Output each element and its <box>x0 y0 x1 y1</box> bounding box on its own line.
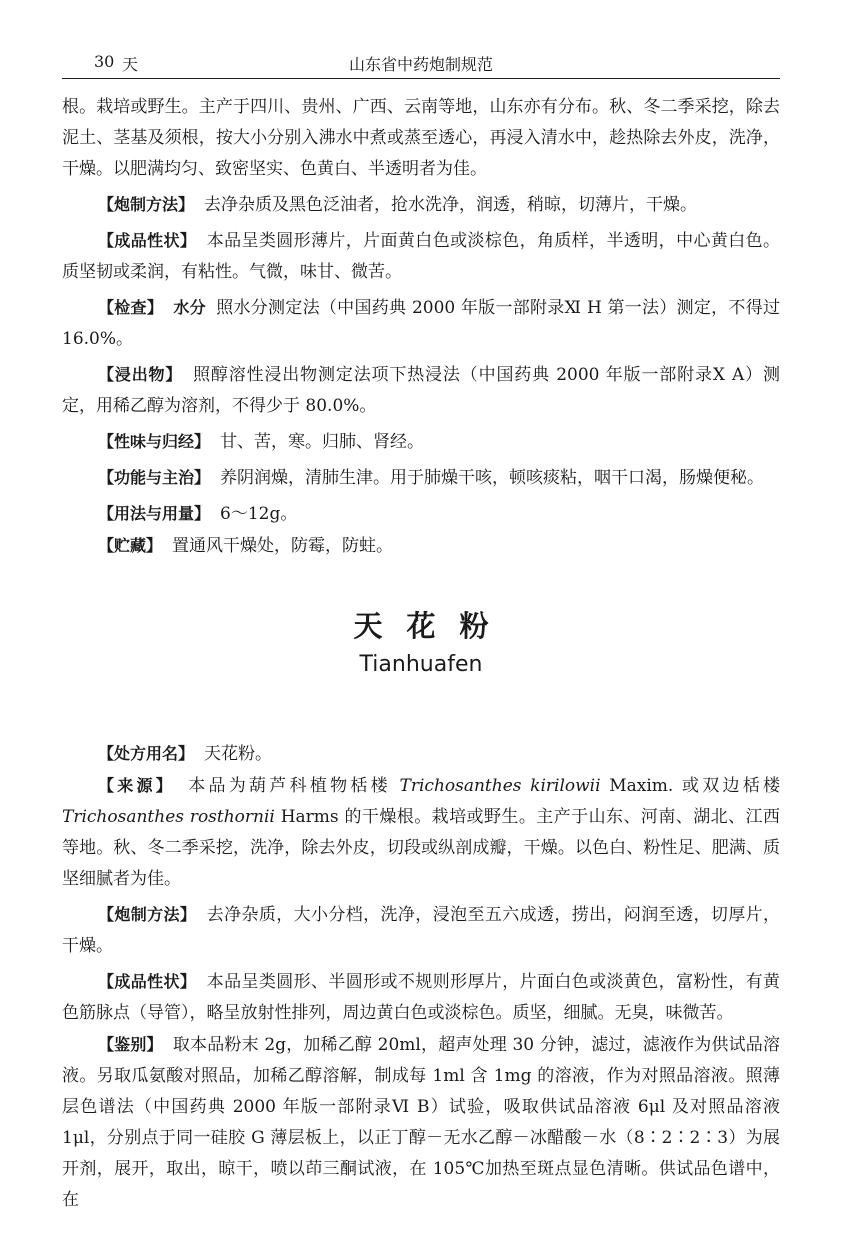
character-label-2: 【成品性状】 <box>98 972 197 991</box>
usage-label: 【用法与用量】 <box>98 504 211 523</box>
identification-paragraph <box>62 1029 780 1216</box>
inspection-paragraph <box>62 292 780 355</box>
extract-text: 照醇溶性浸出物测定法项下热浸法（中国药典 2000 年版一部附录Ⅹ A）测定，用稀乙醇为溶剂，不得少于 80.0%。 <box>62 365 780 416</box>
nature-text: 甘、苦，寒。归肺、肾经。 <box>220 432 425 452</box>
extract-paragraph <box>62 359 780 422</box>
processing-paragraph-2 <box>62 899 780 962</box>
identification-text: 取本品粉末 2g，加稀乙醇 20ml，超声处理 30 分钟，滤过，滤液作为供试品溶液。另取瓜氨酸对照品，加稀乙醇溶解，制成每 1ml 含 1mg 的溶液，作为对照品溶液。照薄层色谱法（中国药典 2000 年版一部附录Ⅵ B）试验，吸取供试品溶液 6μl 及对照品溶液 1μl，分别点于同一硅胶 G 薄层板上，以正丁醇－无水乙醇－冰醋酸－水（8∶2∶2∶3）为展开剂，展开，取出，晾干，喷以茚三酮试液，在 105℃加热至斑点显色清晰。供试品色谱中，在 <box>62 1035 780 1210</box>
storage-text: 置通风干燥处，防霉，防蛀。 <box>172 536 394 556</box>
entry-title-block <box>62 604 780 682</box>
function-text: 养阴润燥，清肺生津。用于肺燥干咳，顿咳痰粘，咽干口渴，肠燥便秘。 <box>220 468 765 488</box>
page-number: 30 <box>94 52 115 71</box>
latin-name-1: Trichosanthes kirilowii <box>399 776 601 796</box>
moisture-label: 水分 <box>173 298 206 317</box>
processing-text: 去净杂质及黑色泛油者，抢水洗净，润透，稍晾，切薄片，干燥。 <box>204 195 698 215</box>
processing-label: 【炮制方法】 <box>98 195 195 214</box>
source-text-2: Maxim. 或双边栝楼 <box>600 776 780 796</box>
source-paragraph <box>62 770 780 895</box>
section-character: 天 <box>122 55 139 74</box>
processing-paragraph <box>62 189 780 221</box>
identification-label: 【鉴别】 <box>98 1035 163 1054</box>
entry-pinyin: Tianhuafen <box>359 652 483 677</box>
latin-name-2: Trichosanthes rosthornii <box>62 807 275 827</box>
previous-entry <box>62 92 780 562</box>
storage-paragraph <box>62 530 780 562</box>
prescription-paragraph <box>62 738 780 770</box>
source-label: 【来源】 <box>98 776 176 795</box>
character-text-2: 本品呈类圆形、半圆形或不规则形厚片，片面白色或淡黄色，富粉性，有黄色筋脉点（导管），略呈放射性排列，周边黄白色或淡棕色。质坚，细腻。无臭，味微苦。 <box>62 972 780 1023</box>
function-paragraph <box>62 462 780 494</box>
processing-text-2: 去净杂质，大小分档，洗净，浸泡至五六成透，捞出，闷润至透，切厚片，干燥。 <box>62 905 780 956</box>
nature-label: 【性味与归经】 <box>98 432 211 451</box>
prescription-text: 天花粉。 <box>204 744 273 764</box>
running-header <box>62 48 780 79</box>
storage-label: 【贮藏】 <box>98 536 163 555</box>
prescription-label: 【处方用名】 <box>98 744 195 763</box>
inspection-label: 【检查】 <box>98 298 164 317</box>
entry-body <box>62 738 780 1216</box>
book-title: 山东省中药炮制规范 <box>348 55 493 74</box>
character-label: 【成品性状】 <box>98 231 197 250</box>
function-label: 【功能与主治】 <box>98 468 211 487</box>
inspection-text: 照水分测定法（中国药典 2000 年版一部附录Ⅺ H 第一法）测定，不得过 16.0%。 <box>62 298 780 349</box>
origin-paragraph: 根。栽培或野生。主产于四川、贵州、广西、云南等地，山东亦有分布。秋、冬二季采挖，除去泥土、茎基及须根，按大小分别入沸水中煮或蒸至透心，再浸入清水中，趁热除去外皮，洗净，干燥。以肥满均匀、致密坚实、色黄白、半透明者为佳。 <box>62 97 780 179</box>
usage-text: 6～12g。 <box>220 504 298 524</box>
character-text: 本品呈类圆形薄片，片面黄白色或淡棕色，角质样，半透明，中心黄白色。质坚韧或柔润，有粘性。气微，味甘、微苦。 <box>62 231 780 282</box>
extract-label: 【浸出物】 <box>98 365 183 384</box>
source-text-3: Harms 的干燥根。栽培或野生。主产于山东、河南、湖北、江西等地。秋、冬二季采挖，洗净，除去外皮，切段或纵剖成瓣，干燥。以色白、粉性足、肥满、质坚细腻者为佳。 <box>62 807 780 889</box>
character-paragraph <box>62 225 780 288</box>
entry-title: 天花粉 <box>353 609 513 643</box>
processing-label-2: 【炮制方法】 <box>98 905 197 924</box>
usage-paragraph <box>62 498 780 530</box>
source-text-1: 本品为葫芦科植物栝楼 <box>185 776 391 796</box>
character-paragraph-2 <box>62 966 780 1029</box>
nature-paragraph <box>62 426 780 458</box>
